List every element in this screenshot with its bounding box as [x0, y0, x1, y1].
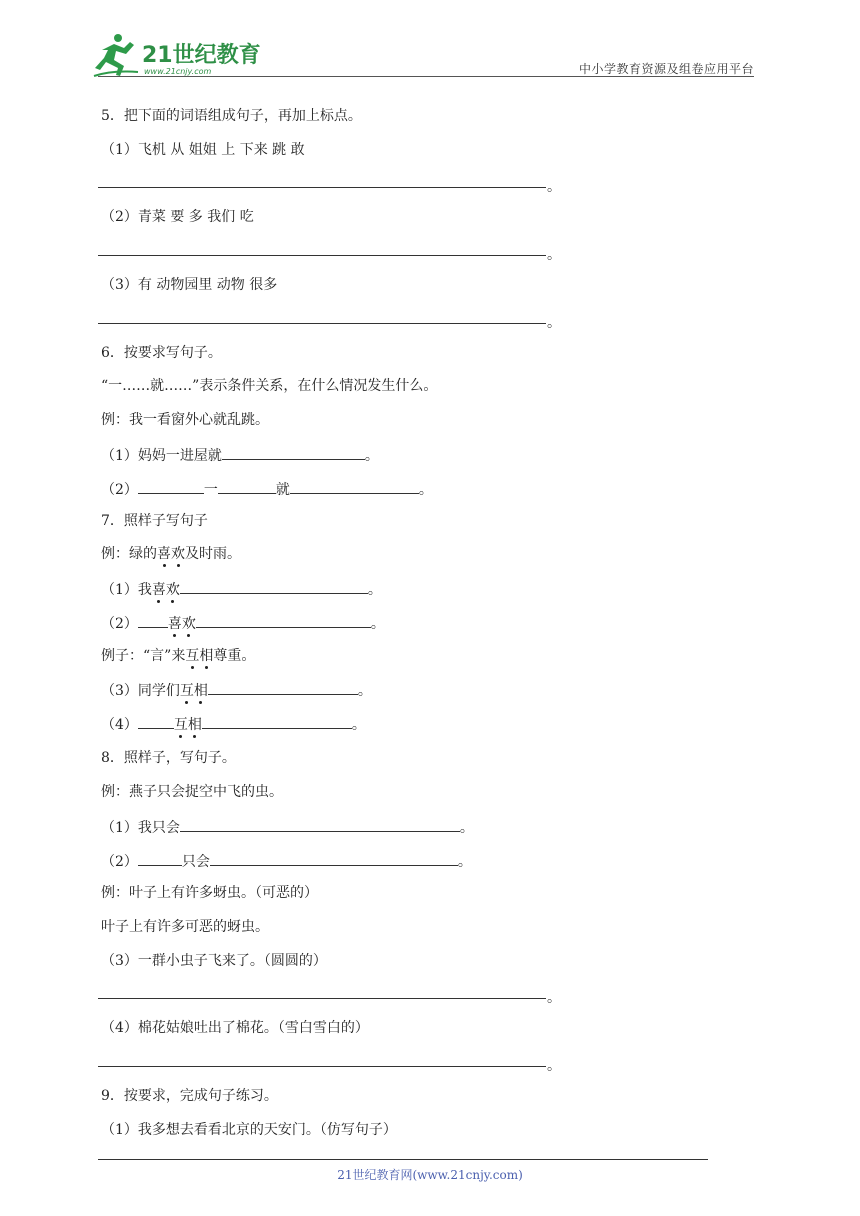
- q6-item-2-blank-1[interactable]: [138, 479, 204, 494]
- q8-item-4: （4）棉花姑娘吐出了棉花。（雪白雪白的）: [101, 1020, 369, 1036]
- q7-item-4-blank-2[interactable]: [202, 714, 352, 729]
- runner-icon: [94, 34, 138, 76]
- q6-item-2-blank-3[interactable]: [290, 479, 419, 494]
- q5-period-1: 。: [547, 179, 561, 195]
- q6-item-1-blank[interactable]: [222, 445, 365, 460]
- header-divider: [98, 76, 754, 77]
- svg-text:www.21cnjy.com: www.21cnjy.com: [144, 67, 212, 76]
- q5-period-3: 。: [547, 315, 561, 331]
- q6-example: 例：我一看窗外心就乱跳。: [101, 412, 269, 428]
- q7-item-4: （4） 互相 。: [101, 714, 366, 734]
- svg-text:21世纪教育: 21世纪教育: [142, 43, 261, 68]
- q8-period-3: 。: [547, 990, 561, 1006]
- q8-item-3: （3）一群小虫子飞来了。（圆圆的）: [101, 953, 327, 969]
- q5-answer-line-1[interactable]: [98, 187, 546, 188]
- q7-item-1: （1）我喜欢 。: [101, 579, 382, 599]
- q9-title: 9．按要求，完成句子练习。: [101, 1088, 278, 1104]
- q5-period-2: 。: [547, 247, 561, 263]
- q7-item-2: （2） 喜欢 。: [101, 613, 385, 633]
- footer-link[interactable]: 21世纪教育网(www.21cnjy.com): [337, 1168, 523, 1182]
- q8-answer-line-3[interactable]: [98, 998, 546, 999]
- q8-item-2-blank-1[interactable]: [138, 851, 182, 866]
- page-header: [0, 0, 860, 80]
- q8-item-2: （2） 只会 。: [101, 851, 472, 871]
- q9-item-1: （1）我多想去看看北京的天安门。（仿写句子）: [101, 1122, 397, 1138]
- q6-item-2-blank-2[interactable]: [218, 479, 276, 494]
- q7-example-1: 例：绿的喜欢及时雨。: [101, 546, 241, 562]
- q8-item-1: （1）我只会 。: [101, 817, 474, 837]
- q7-item-2-blank-2[interactable]: [196, 613, 371, 628]
- header-platform-text: 中小学教育资源及组卷应用平台: [578, 62, 754, 76]
- q7-item-4-blank-1[interactable]: [138, 714, 174, 729]
- footer-divider: [98, 1159, 708, 1160]
- q8-title: 8．照样子，写句子。: [101, 750, 236, 766]
- q8-example-1: 例：燕子只会捉空中飞的虫。: [101, 784, 283, 800]
- q5-answer-line-2[interactable]: [98, 255, 546, 256]
- q8-example-2: 例：叶子上有许多蚜虫。（可恶的）: [101, 885, 318, 901]
- q5-item-1: （1）飞机 从 姐姐 上 下来 跳 敢: [101, 142, 305, 158]
- q8-item-1-blank[interactable]: [180, 817, 460, 832]
- q5-item-2: （2）青菜 要 多 我们 吃: [101, 209, 254, 225]
- q7-title: 7．照样子写句子: [101, 513, 208, 529]
- q6-item-2: （2） 一 就 。: [101, 479, 433, 499]
- q5-answer-line-3[interactable]: [98, 323, 546, 324]
- q8-period-4: 。: [547, 1058, 561, 1074]
- q7-item-2-blank-1[interactable]: [138, 613, 168, 628]
- q8-item-2-blank-2[interactable]: [210, 851, 458, 866]
- q8-answer-line-4[interactable]: [98, 1066, 546, 1067]
- q7-item-3: （3）同学们互相 。: [101, 680, 372, 700]
- q7-item-3-blank[interactable]: [208, 680, 358, 695]
- q8-example-2-answer: 叶子上有许多可恶的蚜虫。: [101, 919, 269, 935]
- q6-item-1: （1）妈妈一进屋就 。: [101, 445, 379, 465]
- q7-item-1-blank[interactable]: [180, 579, 368, 594]
- q6-title: 6．按要求写句子。: [101, 345, 222, 361]
- q7-example-2: 例子：“言”来互相尊重。: [101, 648, 256, 664]
- q6-description: “一……就……”表示条件关系，在什么情况发生什么。: [101, 378, 438, 394]
- q5-item-3: （3）有 动物园里 动物 很多: [101, 277, 278, 293]
- logo: [92, 32, 262, 80]
- q5-title: 5．把下面的词语组成句子，再加上标点。: [101, 108, 362, 124]
